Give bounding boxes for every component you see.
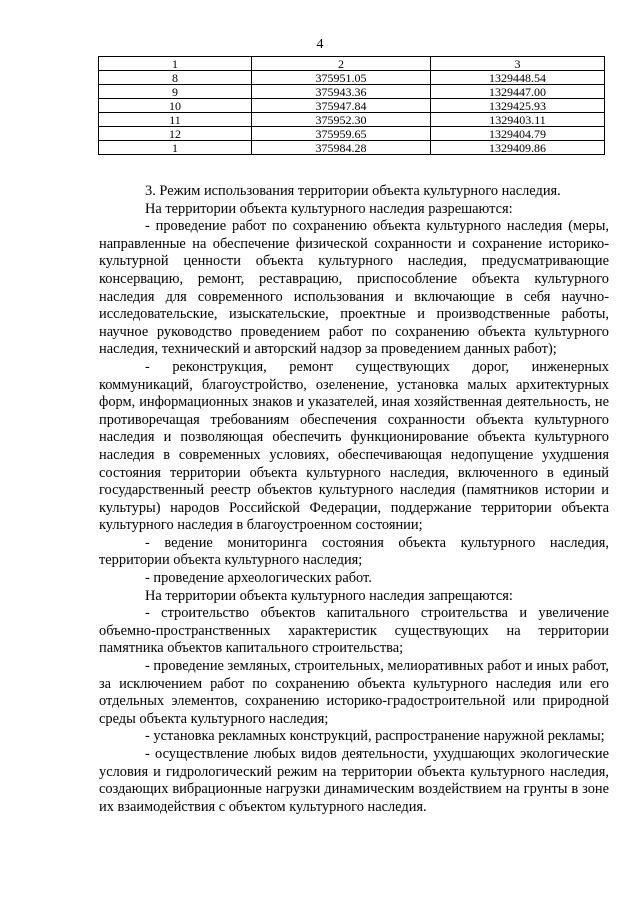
section-heading: 3. Режим использования территории объекта культурного наследия. bbox=[145, 183, 561, 199]
x-coordinate-cell: 375951.05 bbox=[252, 71, 431, 85]
x-coordinate-cell: 375984.28 bbox=[252, 141, 431, 155]
page-number: 4 bbox=[316, 37, 324, 52]
x-coordinate-cell: 375947.84 bbox=[252, 99, 431, 113]
point-number-cell: 1 bbox=[99, 141, 252, 155]
prohibited-item: - строительство объектов капитального строительства и увеличение объемно-пространственных характеристик существующих на территории памятника объектов капитального строительства; bbox=[99, 605, 609, 657]
y-coordinate-cell: 1329409.86 bbox=[431, 141, 605, 155]
y-coordinate-cell: 1329448.54 bbox=[431, 71, 605, 85]
table-row bbox=[99, 71, 605, 85]
x-coordinate-cell: 375943.36 bbox=[252, 85, 431, 99]
allowed-intro: На территории объекта культурного наследия разрешаются: bbox=[145, 200, 513, 217]
point-number-cell: 8 bbox=[99, 71, 252, 85]
x-coordinate-cell: 375952.30 bbox=[252, 113, 431, 127]
table-header-cell: 2 bbox=[252, 57, 431, 71]
allowed-item: - ведение мониторинга состояния объекта культурного наследия, территории объекта культурного наследия; bbox=[99, 534, 609, 569]
point-number-cell: 11 bbox=[99, 113, 252, 127]
table-row bbox=[99, 85, 605, 99]
y-coordinate-cell: 1329447.00 bbox=[431, 85, 605, 99]
allowed-item: - проведение работ по сохранению объекта культурного наследия (меры, направленные на обеспечение физической сохранности и сохранение историко-культурной ценности объекта культурного наследия, предусматривающие консервацию, ремонт, реставрацию, приспособление объекта культурного наследия для современного использования и включающие в себя научно-исследовательские, изыскательские, проектные и производственные работы, научное руководство проведением работ по сохранению объекта культурного наследия, технический и авторский надзор за проведением данных работ); bbox=[99, 218, 609, 358]
point-number-cell: 12 bbox=[99, 127, 252, 141]
table-row bbox=[99, 127, 605, 141]
table-header-cell: 3 bbox=[431, 57, 605, 71]
regime-text bbox=[99, 183, 609, 816]
point-number-cell: 9 bbox=[99, 85, 252, 99]
x-coordinate-cell: 375959.65 bbox=[252, 127, 431, 141]
y-coordinate-cell: 1329403.11 bbox=[431, 113, 605, 127]
y-coordinate-cell: 1329404.79 bbox=[431, 127, 605, 141]
table-row bbox=[99, 141, 605, 155]
prohibited-item: - установка рекламных конструкций, распространение наружной рекламы; bbox=[145, 728, 605, 745]
y-coordinate-cell: 1329425.93 bbox=[431, 99, 605, 113]
prohibited-item: - проведение земляных, строительных, мелиоративных работ и иных работ, за исключением работ по сохранению объекта культурного наследия или его отдельных элементов, сохранению историко-градостроительной или природной среды объекта культурного наследия; bbox=[99, 658, 609, 727]
coordinates-table bbox=[98, 56, 605, 155]
prohibited-item: - осуществление любых видов деятельности, ухудшающих экологические условия и гидрологический режим на территории объекта культурного наследия, создающих вибрационные нагрузки динамическим воздействием на грунты в зоне их взаимодействия с объектом культурного наследия. bbox=[99, 746, 609, 815]
prohibited-intro: На территории объекта культурного наследия запрещаются: bbox=[145, 587, 513, 604]
table-row bbox=[99, 113, 605, 127]
table-header-cell: 1 bbox=[99, 57, 252, 71]
point-number-cell: 10 bbox=[99, 99, 252, 113]
table-header-row bbox=[99, 57, 605, 71]
allowed-item: - проведение археологических работ. bbox=[145, 570, 372, 587]
table-row bbox=[99, 99, 605, 113]
allowed-item: - реконструкция, ремонт существующих дорог, инженерных коммуникаций, благоустройство, озеленение, установка малых архитектурных форм, информационных знаков и указателей, иная хозяйственная деятельность, не противоречащая требованиям обеспечения сохранности объекта культурного наследия и позволяющая обеспечить функционирование объекта культурного наследия в современных условиях, обеспечивающая недопущение ухудшения состояния территории объекта культурного наследия, включенного в единый государственный реестр объектов культурного наследия (памятников истории и культуры) народов Российской Федерации, поддержание территории объекта культурного наследия в благоустроенном состоянии; bbox=[99, 358, 609, 534]
